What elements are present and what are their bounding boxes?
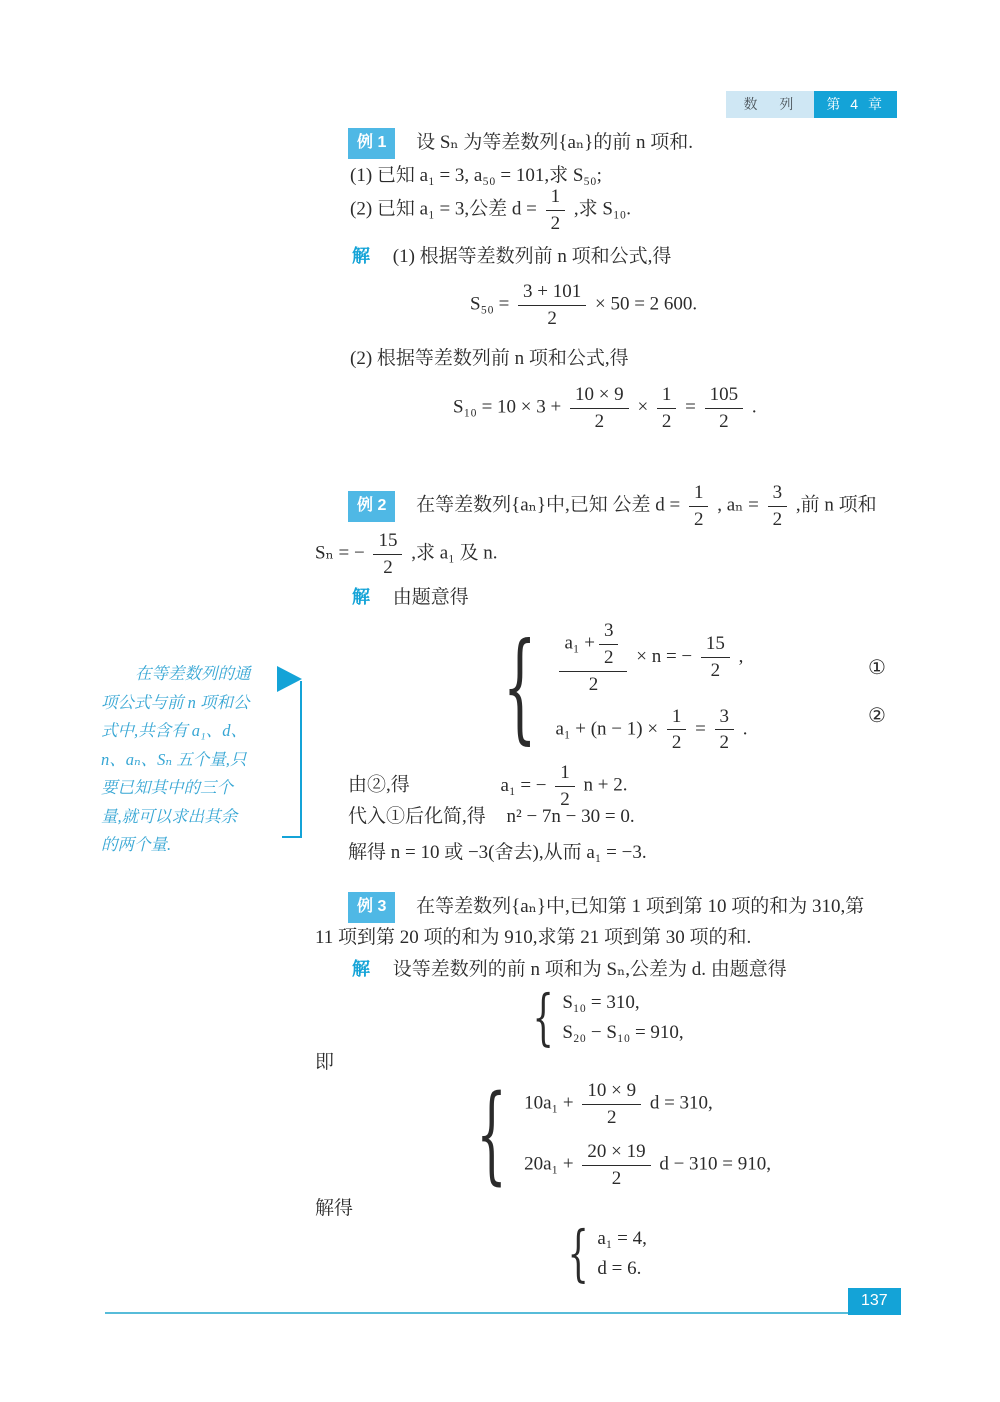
example3-intro: 在等差数列{aₙ}中,已知第 1 项到第 10 项的和为 310,第 [416,896,865,917]
formula-part: Sₙ = − [315,542,365,564]
page-number-badge: 137 [848,1288,901,1315]
equals-sign: = [695,718,706,740]
margin-note-line: 的两个量. [101,835,172,854]
example1-intro: 设 Sₙ 为等差数列{aₙ}的前 n 项和. [416,132,694,153]
example3-intro-line2: 11 项到第 20 项的和为 910,求第 21 项到第 30 项的和. [315,927,752,948]
solve-badge: 解 [352,959,370,979]
formula-part: ,求 a₁ 及 n. [411,542,498,564]
connector-ji: 即 [315,1052,335,1073]
margin-note [101,660,293,860]
example3-system-3 [561,1218,647,1289]
numerator-text: a₁ + [564,632,595,654]
fraction: $\frac{1}{2}$ [555,762,575,811]
example1-item2 [350,186,631,235]
system-row-2: S₂₀ − S₁₀ = 910, [562,1022,684,1043]
formula-part: × n = − [636,646,693,668]
example2-step2 [348,804,635,830]
period: . [742,718,748,740]
margin-note-line: 在等差数列的通 [135,664,251,683]
margin-note-line: 要已知其中的三个 [101,778,233,797]
step-label: 代入①后化简,得 [348,806,486,827]
formula-part: 10a₁ + [524,1092,574,1114]
margin-note-line: n、aₙ、Sₙ 五个量,只 [101,749,247,769]
page-header [726,91,897,118]
item2-text-end: ,求 S₁₀. [573,198,631,220]
step-label: 由②,得 [348,774,410,796]
fraction: $\frac{1}{2}$ [546,186,566,235]
formula-part: d = 310, [649,1092,713,1114]
example2-intro: ,前 n 项和 [795,494,877,516]
example2-step3: 解得 n = 10 或 −3(舍去),从而 a₁ = −3. [348,842,647,863]
example2-intro: 在等差数列{aₙ}中,已知 公差 d = [416,494,681,516]
eq-rhs: × 50 = 2 600. [595,293,698,315]
footer-rule [105,1312,848,1314]
fraction: $\frac{3 + 101}{2}$ [518,281,586,330]
equation-s50 [470,281,697,330]
example2-system [486,617,748,756]
system-rows [597,1226,647,1282]
system-row-1: a₁ = 4, [597,1228,647,1249]
system-row-1 [524,1080,713,1129]
example1-solution1 [352,243,671,270]
system-row-2 [524,1141,771,1190]
fraction: $\frac{1}{2}$ [667,706,687,755]
example3-badge: 例 3 [348,892,395,923]
formula-part: a₁ + (n − 1) × [555,718,659,740]
left-brace: { [476,1072,507,1196]
left-brace: { [532,982,554,1053]
system-row-2: d = 6. [597,1258,642,1279]
margin-note-line: 项公式与前 n 项和公 [101,692,250,712]
period: . [751,396,757,418]
example3-system-1 [526,982,684,1053]
example1-solution2: (2) 根据等差数列前 n 项和公式,得 [350,348,629,369]
system-rows [562,990,683,1046]
equals-sign: = [685,396,696,418]
solution-text: 由题意得 [392,587,469,608]
fraction: $\frac{15}{2}$ [701,633,730,682]
fraction: $\frac{3}{2}$ [715,706,735,755]
formula-part: 20a₁ + [524,1153,574,1175]
fraction: $\frac{1}{2}$ [657,384,677,433]
formula-part: d − 310 = 910, [659,1153,772,1175]
example3-system-2 [461,1072,772,1196]
equation-tag-2: ② [868,705,886,727]
fraction: $\frac{15}{2}$ [373,530,402,579]
eq-lhs: S₅₀ = [470,293,510,315]
example3-solution [352,956,787,983]
fraction: $\frac{3}{2}$ [768,482,788,531]
note-bracket-tick [282,836,302,838]
subject-tab: 数 列 [726,91,815,118]
inner-fraction: $\frac{3}{2}$ [599,620,619,669]
note-bracket-line [300,681,302,838]
example1-badge: 例 1 [348,128,395,159]
chapter-tab: 第 4 章 [814,91,897,118]
system-row-1 [555,620,743,696]
system-rows [555,620,747,754]
times-sign: × [637,396,649,418]
left-brace: { [567,1218,589,1289]
note-flag-icon [277,666,302,692]
formula-part: a₁ = − [500,774,547,796]
example2-line2 [315,530,498,579]
solve-badge: 解 [352,587,370,607]
example2-badge: 例 2 [348,491,395,522]
fraction: $\frac{10 \times 9}{2}$ [582,1080,641,1129]
example1-heading [348,128,693,159]
system-row-2 [555,706,747,755]
example1-item1: (1) 已知 a₁ = 3, a₅₀ = 101,求 S₅₀; [350,165,602,186]
eq-part: S₁₀ = 10 × 3 + [453,396,562,418]
fraction: $\frac{1}{2}$ [689,482,709,531]
example2-solution [352,584,469,611]
solve-badge: 解 [352,246,370,266]
solution1-text: (1) 根据等差数列前 n 项和公式,得 [392,246,672,267]
margin-note-line: 量,就可以求出其余 [101,806,238,826]
item2-text: (2) 已知 a₁ = 3,公差 d = [350,198,537,220]
margin-note-line: 式中,共含有 a₁、d、 [101,721,247,740]
formula-part: n² − 7n − 30 = 0. [506,806,635,827]
solution-text: 设等差数列的前 n 项和为 Sₙ,公差为 d. 由题意得 [392,959,787,980]
connector-jiede: 解得 [315,1198,354,1219]
fraction: $\frac{20 \times 19}{2}$ [582,1141,650,1190]
big-fraction: a₁ + $\frac{3}{2}$ 2 [559,620,627,696]
system-row-1: S₁₀ = 310, [562,992,640,1013]
fraction: $\frac{10 \times 9}{2}$ [570,384,629,433]
comma: , [738,646,744,668]
example2-intro: , aₙ = [717,494,759,516]
equation-tag-1: ① [868,657,886,679]
formula-part: n + 2. [583,774,628,796]
example3-heading [348,892,864,923]
system-rows [524,1080,771,1189]
example2-heading [348,482,877,531]
equation-s10 [453,384,757,433]
fraction: $\frac{105}{2}$ [705,384,744,433]
left-brace: { [502,617,537,756]
